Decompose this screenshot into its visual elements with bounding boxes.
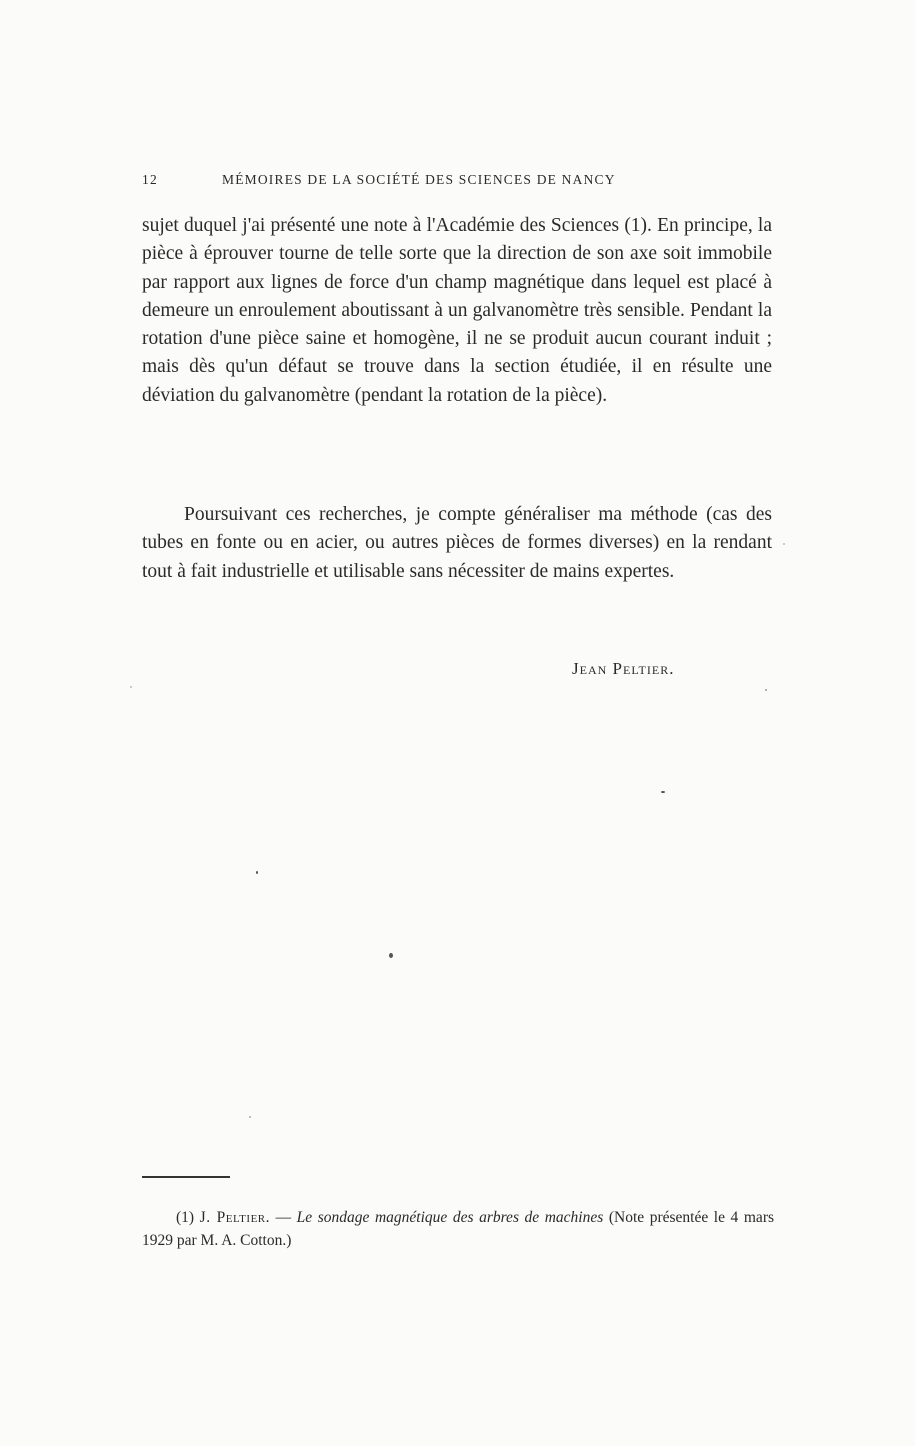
- page-number: 12: [142, 172, 158, 187]
- body-paragraph-2: Poursuivant ces recherches, je compte généraliser ma méthode (cas des tubes en fonte ou en acier, ou autres pièces de formes diverses) en la rendant tout à fait industrielle et utilisable sans nécessiter de mains expertes.: [142, 504, 772, 582]
- scan-speck: [130, 686, 132, 688]
- scan-speck: [256, 871, 258, 874]
- scan-speck: [661, 791, 665, 793]
- footnote-title: Le sondage magnétique des arbres de machines: [296, 1209, 604, 1226]
- scan-speck: [389, 953, 393, 958]
- scan-speck: [765, 689, 767, 691]
- body-paragraph-1: sujet duquel j'ai présenté une note à l'Académie des Sciences (1). En principe, la pièce à éprouver tourne de telle sorte que la direction de son axe soit immobile par rapport aux lignes de force d'un champ magnétique dans lequel est placé à demeure un enroulement aboutissant à un galvanomètre très sensible. Pendant la rotation d'une pièce saine et homogène, il ne se produit aucun courant induit ; mais dès qu'un défaut se trouve dans la section étudiée, il en résulte une déviation du galvanomètre (pendant la rotation de la pièce).: [142, 215, 772, 406]
- footnote-rule: [142, 1176, 230, 1178]
- footnote-author: J. Peltier.: [199, 1209, 270, 1226]
- running-head: [142, 172, 692, 188]
- footnote-separator: —: [275, 1209, 292, 1226]
- scan-speck: [249, 1116, 251, 1118]
- footnote-marker: (1): [176, 1209, 195, 1226]
- running-title: MÉMOIRES DE LA SOCIÉTÉ DES SCIENCES DE NANCY: [222, 172, 616, 187]
- scan-speck: [783, 543, 785, 545]
- author-signature: Jean Peltier.: [572, 659, 675, 678]
- footnote: [142, 1206, 774, 1252]
- footnote-note: (Note présentée le 4 mars 1929 par M. A. Cotton.): [142, 1209, 775, 1249]
